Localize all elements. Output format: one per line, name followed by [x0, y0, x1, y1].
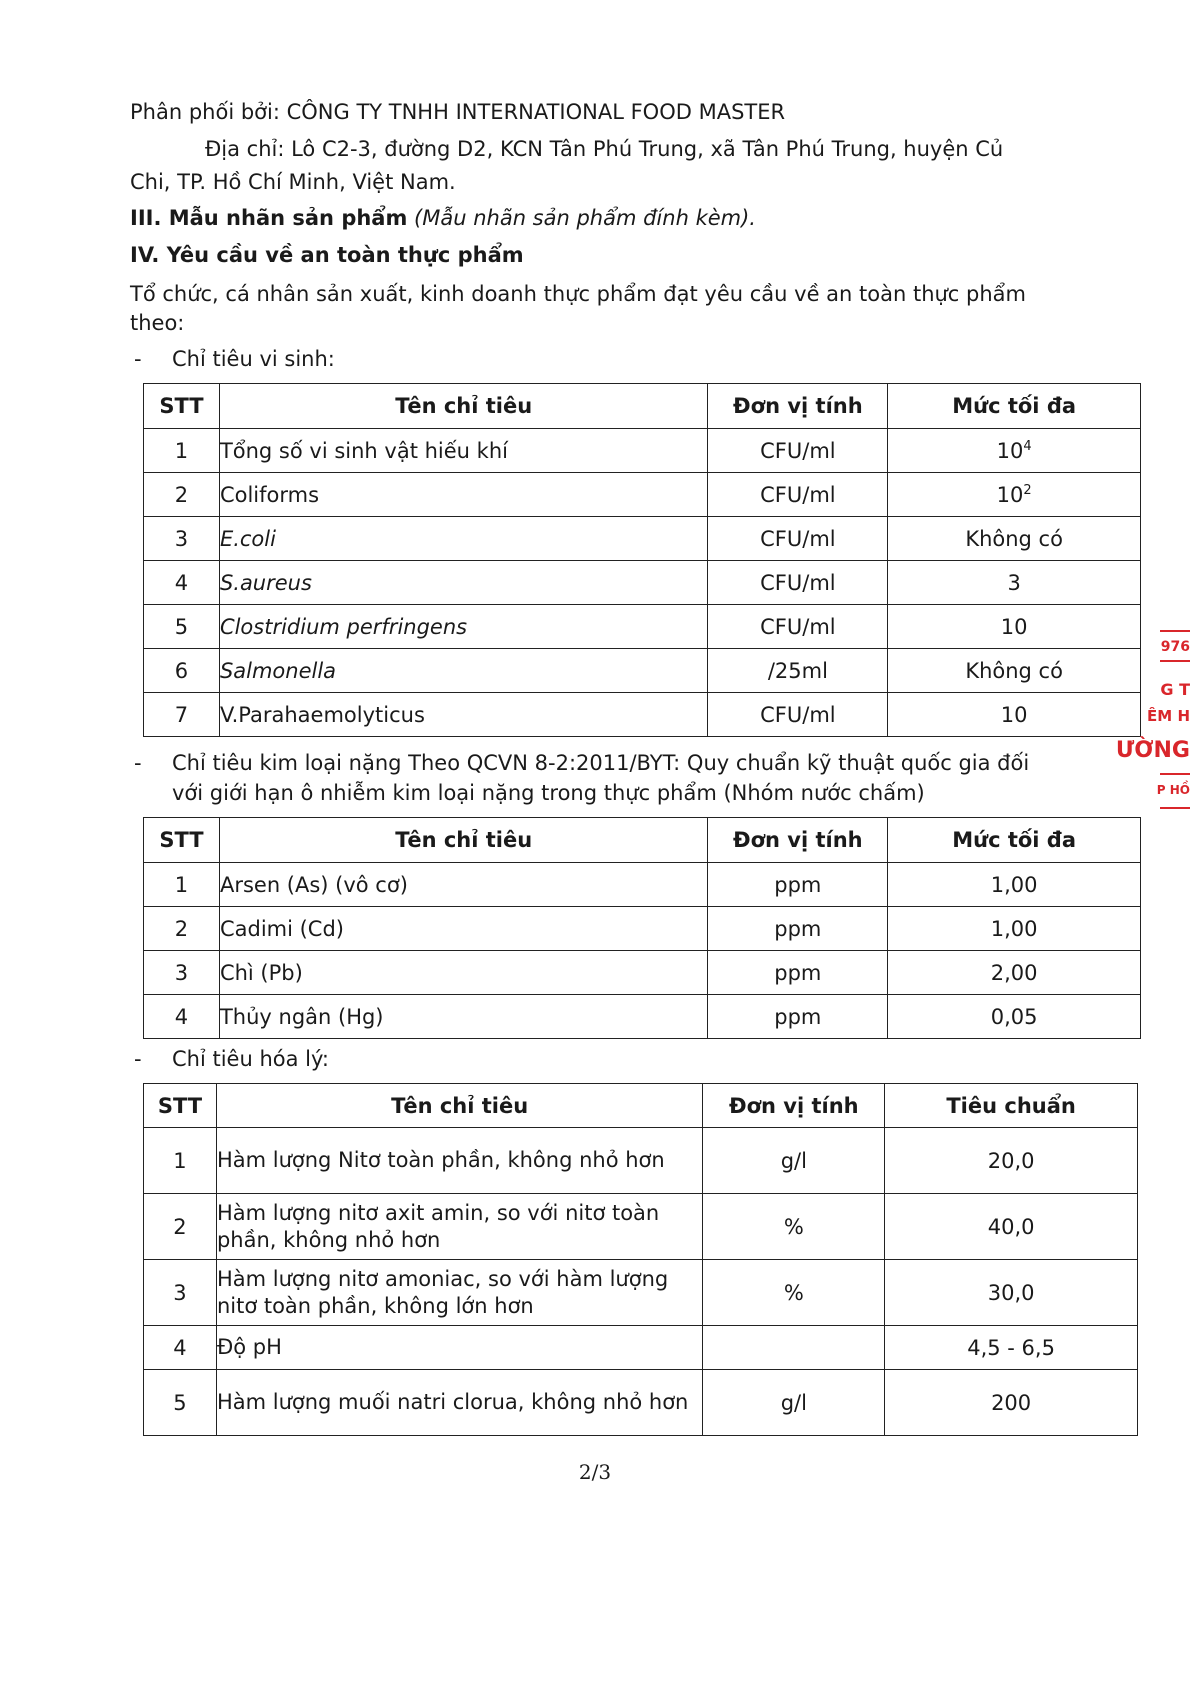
row-unit: CFU/ml — [708, 473, 888, 517]
row-unit: CFU/ml — [708, 429, 888, 473]
table-row — [144, 1128, 1138, 1194]
stamp-text-2: G T — [1160, 680, 1190, 699]
row-max: Không có — [888, 649, 1141, 693]
row-unit: CFU/ml — [708, 693, 888, 737]
micro-label: Chỉ tiêu vi sinh: — [172, 347, 335, 371]
physchem-header-row — [144, 1084, 1138, 1128]
distributor-company: CÔNG TY TNHH INTERNATIONAL FOOD MASTER — [286, 100, 786, 124]
row-stt: 7 — [144, 693, 220, 737]
row-unit: /25ml — [708, 649, 888, 693]
table-row — [144, 429, 1141, 473]
metals-header-row — [144, 818, 1141, 863]
stamp-fragment — [1115, 625, 1190, 830]
row-unit: g/l — [703, 1128, 885, 1194]
physchem-header-name: Tên chỉ tiêu — [216, 1084, 702, 1128]
row-max-base: 10 — [996, 482, 1024, 507]
row-max: 1,00 — [888, 907, 1141, 951]
row-stt: 2 — [144, 1194, 217, 1260]
row-max: 0,05 — [888, 995, 1141, 1039]
physchem-label: Chỉ tiêu hóa lý: — [172, 1047, 329, 1071]
micro-header-unit: Đơn vị tính — [708, 384, 888, 429]
row-name: Thủy ngân (Hg) — [219, 995, 707, 1039]
micro-header-stt: STT — [144, 384, 220, 429]
table-row — [144, 1326, 1138, 1370]
row-name: Salmonella — [219, 649, 708, 693]
table-row — [144, 1370, 1138, 1436]
row-standard: 4,5 - 6,5 — [885, 1326, 1138, 1370]
row-stt: 2 — [144, 473, 220, 517]
section4-intro-line1: Tổ chức, cá nhân sản xuất, kinh doanh thực phẩm đạt yêu cầu về an toàn thực phẩm — [130, 282, 1026, 306]
row-stt: 3 — [144, 1260, 217, 1326]
row-stt: 1 — [144, 863, 220, 907]
section3-heading: III. Mẫu nhãn sản phẩm — [130, 206, 408, 230]
row-max: 3 — [888, 561, 1141, 605]
table-row — [144, 517, 1141, 561]
row-max: Không có — [888, 517, 1141, 561]
row-name: Hàm lượng Nitơ toàn phần, không nhỏ hơn — [216, 1128, 702, 1194]
distributor-label: Phân phối bởi: — [130, 100, 287, 124]
row-name: Hàm lượng nitơ axit amin, so với nitơ toàn phần, không nhỏ hơn — [216, 1194, 702, 1260]
row-stt: 5 — [144, 1370, 217, 1436]
micro-header-name: Tên chỉ tiêu — [219, 384, 708, 429]
metals-header-name: Tên chỉ tiêu — [219, 818, 707, 863]
row-unit: g/l — [703, 1370, 885, 1436]
micro-table — [143, 383, 1141, 737]
section4-heading: IV. Yêu cầu về an toàn thực phẩm — [130, 243, 524, 267]
section3-line — [130, 204, 756, 232]
row-max: 10 — [888, 693, 1141, 737]
micro-header-max: Mức tối đa — [888, 384, 1141, 429]
physchem-header-unit: Đơn vị tính — [703, 1084, 885, 1128]
distributor-address-line2: Chi, TP. Hồ Chí Minh, Việt Nam. — [130, 170, 456, 194]
row-name: Coliforms — [219, 473, 708, 517]
row-unit: % — [703, 1194, 885, 1260]
row-unit: ppm — [708, 995, 888, 1039]
stamp-text-5: P HỒ — [1156, 783, 1190, 797]
row-name: V.Parahaemolyticus — [219, 693, 708, 737]
micro-bullet: - — [134, 347, 142, 371]
row-max: 1,00 — [888, 863, 1141, 907]
physchem-table — [143, 1083, 1138, 1436]
row-stt: 4 — [144, 561, 220, 605]
table-row — [144, 907, 1141, 951]
table-row — [144, 693, 1141, 737]
row-stt: 4 — [144, 1326, 217, 1370]
row-max-exponent: 4 — [1023, 438, 1032, 454]
section3-note: (Mẫu nhãn sản phẩm đính kèm). — [407, 206, 756, 230]
table-row — [144, 649, 1141, 693]
metals-bullet: - — [134, 751, 142, 775]
physchem-header-std: Tiêu chuẩn — [885, 1084, 1138, 1128]
row-stt: 1 — [144, 429, 220, 473]
stamp-text-3: ÊM H — [1147, 707, 1190, 725]
row-name: S.aureus — [219, 561, 708, 605]
metals-label-line1: Chỉ tiêu kim loại nặng Theo QCVN 8-2:2011/BYT: Quy chuẩn kỹ thuật quốc gia đối — [172, 751, 1030, 775]
row-unit: CFU/ml — [708, 517, 888, 561]
row-stt: 6 — [144, 649, 220, 693]
table-row — [144, 561, 1141, 605]
table-row — [144, 1260, 1138, 1326]
table-row — [144, 863, 1141, 907]
row-max-base: 10 — [996, 438, 1024, 463]
row-max: 10 — [888, 605, 1141, 649]
row-standard: 200 — [885, 1370, 1138, 1436]
table-row — [144, 951, 1141, 995]
metals-table — [143, 817, 1141, 1039]
metals-header-max: Mức tối đa — [888, 818, 1141, 863]
row-unit: CFU/ml — [708, 605, 888, 649]
physchem-header-stt: STT — [144, 1084, 217, 1128]
row-stt: 3 — [144, 517, 220, 561]
row-standard: 20,0 — [885, 1128, 1138, 1194]
metals-header-unit: Đơn vị tính — [708, 818, 888, 863]
stamp-text-4: ƯỜNG — [1115, 738, 1190, 763]
row-stt: 2 — [144, 907, 220, 951]
row-unit: ppm — [708, 863, 888, 907]
row-name: Độ pH — [216, 1326, 702, 1370]
physchem-bullet: - — [134, 1047, 142, 1071]
page-number: 2/3 — [578, 1460, 612, 1484]
row-unit: ppm — [708, 907, 888, 951]
row-stt: 5 — [144, 605, 220, 649]
metals-header-stt: STT — [144, 818, 220, 863]
table-row — [144, 1194, 1138, 1260]
table-row — [144, 605, 1141, 649]
row-unit: % — [703, 1260, 885, 1326]
row-stt: 1 — [144, 1128, 217, 1194]
row-name: Chì (Pb) — [219, 951, 707, 995]
row-name: Hàm lượng muối natri clorua, không nhỏ hơn — [216, 1370, 702, 1436]
row-stt: 4 — [144, 995, 220, 1039]
row-unit: ppm — [708, 951, 888, 995]
row-unit — [703, 1326, 885, 1370]
row-max-exponent: 2 — [1023, 482, 1032, 498]
distributor-line — [130, 98, 785, 126]
table-row — [144, 473, 1141, 517]
section4-intro-line2: theo: — [130, 311, 185, 335]
row-standard: 40,0 — [885, 1194, 1138, 1260]
row-unit: CFU/ml — [708, 561, 888, 605]
micro-header-row — [144, 384, 1141, 429]
row-stt: 3 — [144, 951, 220, 995]
row-name: E.coli — [219, 517, 708, 561]
row-max — [888, 429, 1141, 473]
stamp-text-1: 976 — [1160, 639, 1190, 655]
row-name: Arsen (As) (vô cơ) — [219, 863, 707, 907]
row-max: 2,00 — [888, 951, 1141, 995]
row-name: Tổng số vi sinh vật hiếu khí — [219, 429, 708, 473]
row-standard: 30,0 — [885, 1260, 1138, 1326]
row-name: Clostridium perfringens — [219, 605, 708, 649]
row-max — [888, 473, 1141, 517]
row-name: Cadimi (Cd) — [219, 907, 707, 951]
row-name: Hàm lượng nitơ amoniac, so với hàm lượng nitơ toàn phần, không lớn hơn — [216, 1260, 702, 1326]
distributor-address-line1: Địa chỉ: Lô C2-3, đường D2, KCN Tân Phú Trung, xã Tân Phú Trung, huyện Củ — [205, 137, 1004, 161]
table-row — [144, 995, 1141, 1039]
metals-label-line2: với giới hạn ô nhiễm kim loại nặng trong thực phẩm (Nhóm nước chấm) — [172, 781, 925, 805]
